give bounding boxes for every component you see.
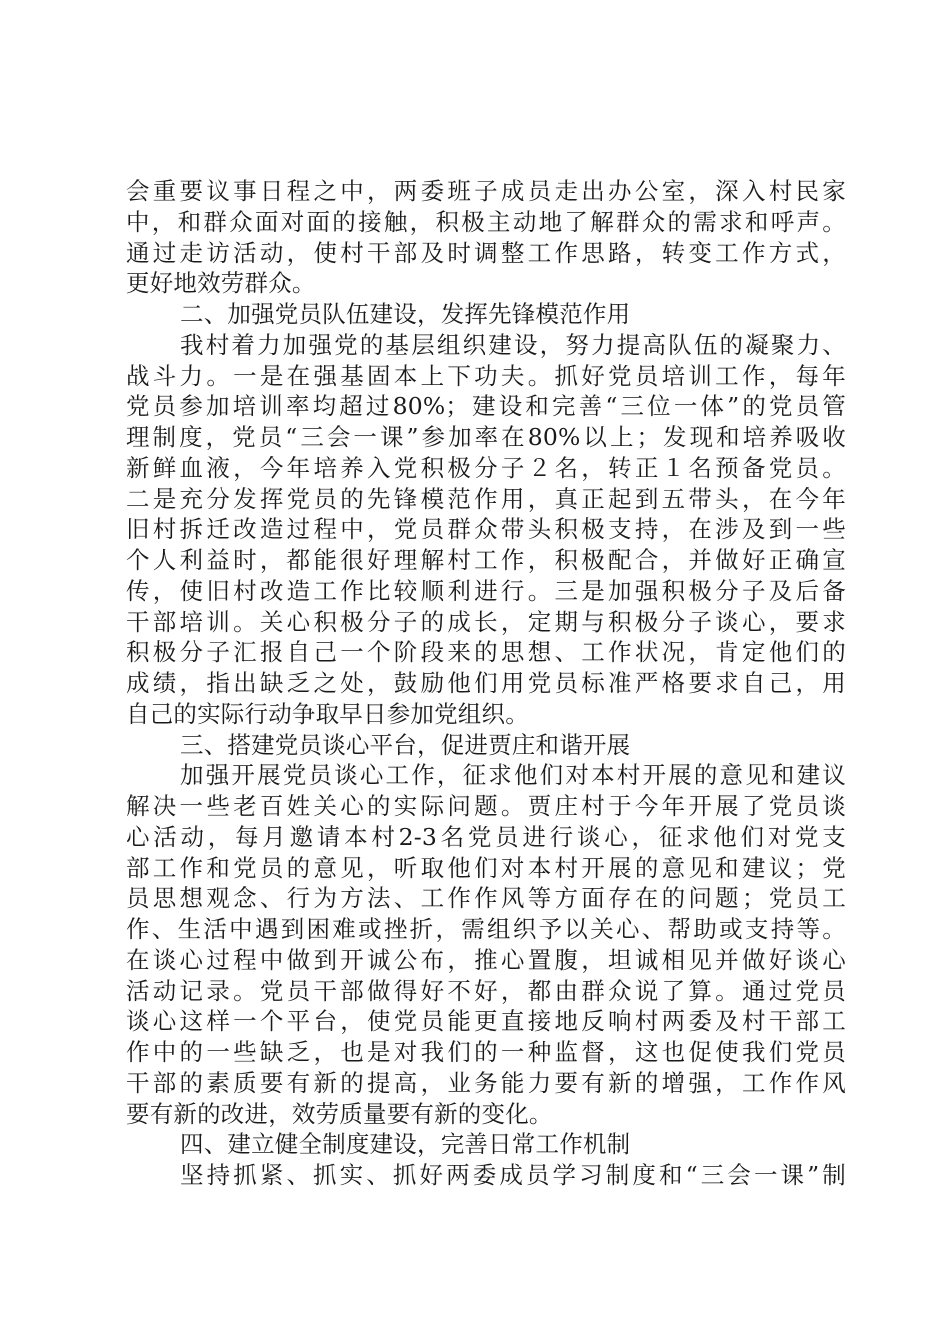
text-line: 会重要议事日程之中，两委班子成员走出办公室，深入村民家 [126,177,846,205]
text-line: 旧村拆迁改造过程中，党员群众带头积极支持，在涉及到一些 [126,515,846,544]
document-body [126,176,846,1191]
text-line: 谈心这样一个平台，使党员能更直接地反响村两委及村干部工 [126,1007,846,1036]
text-line: 传，使旧村改造工作比较顺利进行。三是加强积极分子及后备 [126,576,846,605]
text-line: 在谈心过程中做到开诚公布，推心置腹，坦诚相见并做好谈心 [126,945,846,974]
text-line: 理制度，党员“三会一课”参加率在80%以上；发现和培养吸收 [126,423,846,451]
text-line: 个人利益时，都能很好理解村工作，积极配合，并做好正确宣 [126,546,846,574]
text-line: 二、加强党员队伍建设，发挥先锋模范作用 [180,300,631,328]
text-line: 活动记录。党员干部做得好不好，都由群众说了算。通过党员 [126,976,846,1005]
text-line: 战斗力。一是在强基固本上下功夫。抓好党员培训工作，每年 [126,361,846,390]
text-line: 我村着力加强党的基层组织建设，努力提高队伍的凝聚力、 [180,330,846,359]
text-line: 自己的实际行动争取早日参加党组织。 [126,699,529,728]
text-line: 通过走访活动，使村干部及时调整工作思路，转变工作方式， [126,238,846,267]
text-line: 成绩，指出缺乏之处，鼓励他们用党员标准严格要求自己，用 [126,669,846,697]
text-line: 二是充分发挥党员的先锋模范作用，真正起到五带头，在今年 [126,484,846,513]
text-line: 心活动，每月邀请本村2-3名党员进行谈心，征求他们对党支 [126,822,846,851]
text-line: 党员参加培训率均超过80%；建设和完善“三位一体”的党员管 [126,392,846,421]
text-line: 三、搭建党员谈心平台，促进贾庄和谐开展 [180,730,631,759]
text-line: 积极分子汇报自己一个阶段来的思想、工作状况，肯定他们的 [126,638,846,667]
text-line: 要有新的改进，效劳质量要有新的变化。 [126,1099,553,1128]
text-line: 解决一些老百姓关心的实际问题。贾庄村于今年开展了党员谈 [126,792,846,820]
text-line: 作、生活中遇到困难或挫折，需组织予以关心、帮助或支持等。 [126,915,846,943]
text-line: 干部的素质要有新的提高，业务能力要有新的增强，工作作风 [126,1068,846,1097]
text-line: 加强开展党员谈心工作，征求他们对本村开展的意见和建议 [180,761,846,790]
text-line: 坚持抓紧、抓实、抓好两委成员学习制度和“三会一课”制 [180,1161,846,1189]
text-line: 部工作和党员的意见，听取他们对本村开展的意见和建议；党 [126,853,846,882]
text-line: 更好地效劳群众。 [126,269,316,298]
text-line: 干部培训。关心积极分子的成长，定期与积极分子谈心，要求 [126,607,846,636]
text-line: 作中的一些缺乏，也是对我们的一种监督，这也促使我们党员 [126,1038,846,1066]
text-line: 员思想观念、行为方法、工作作风等方面存在的问题；党员工 [126,884,846,913]
text-line: 新鲜血液，今年培养入党积极分子２名，转正１名预备党员。 [126,453,846,482]
text-line: 四、建立健全制度建设，完善日常工作机制 [180,1130,631,1159]
text-line: 中，和群众面对面的接触，积极主动地了解群众的需求和呼声。 [126,207,846,236]
